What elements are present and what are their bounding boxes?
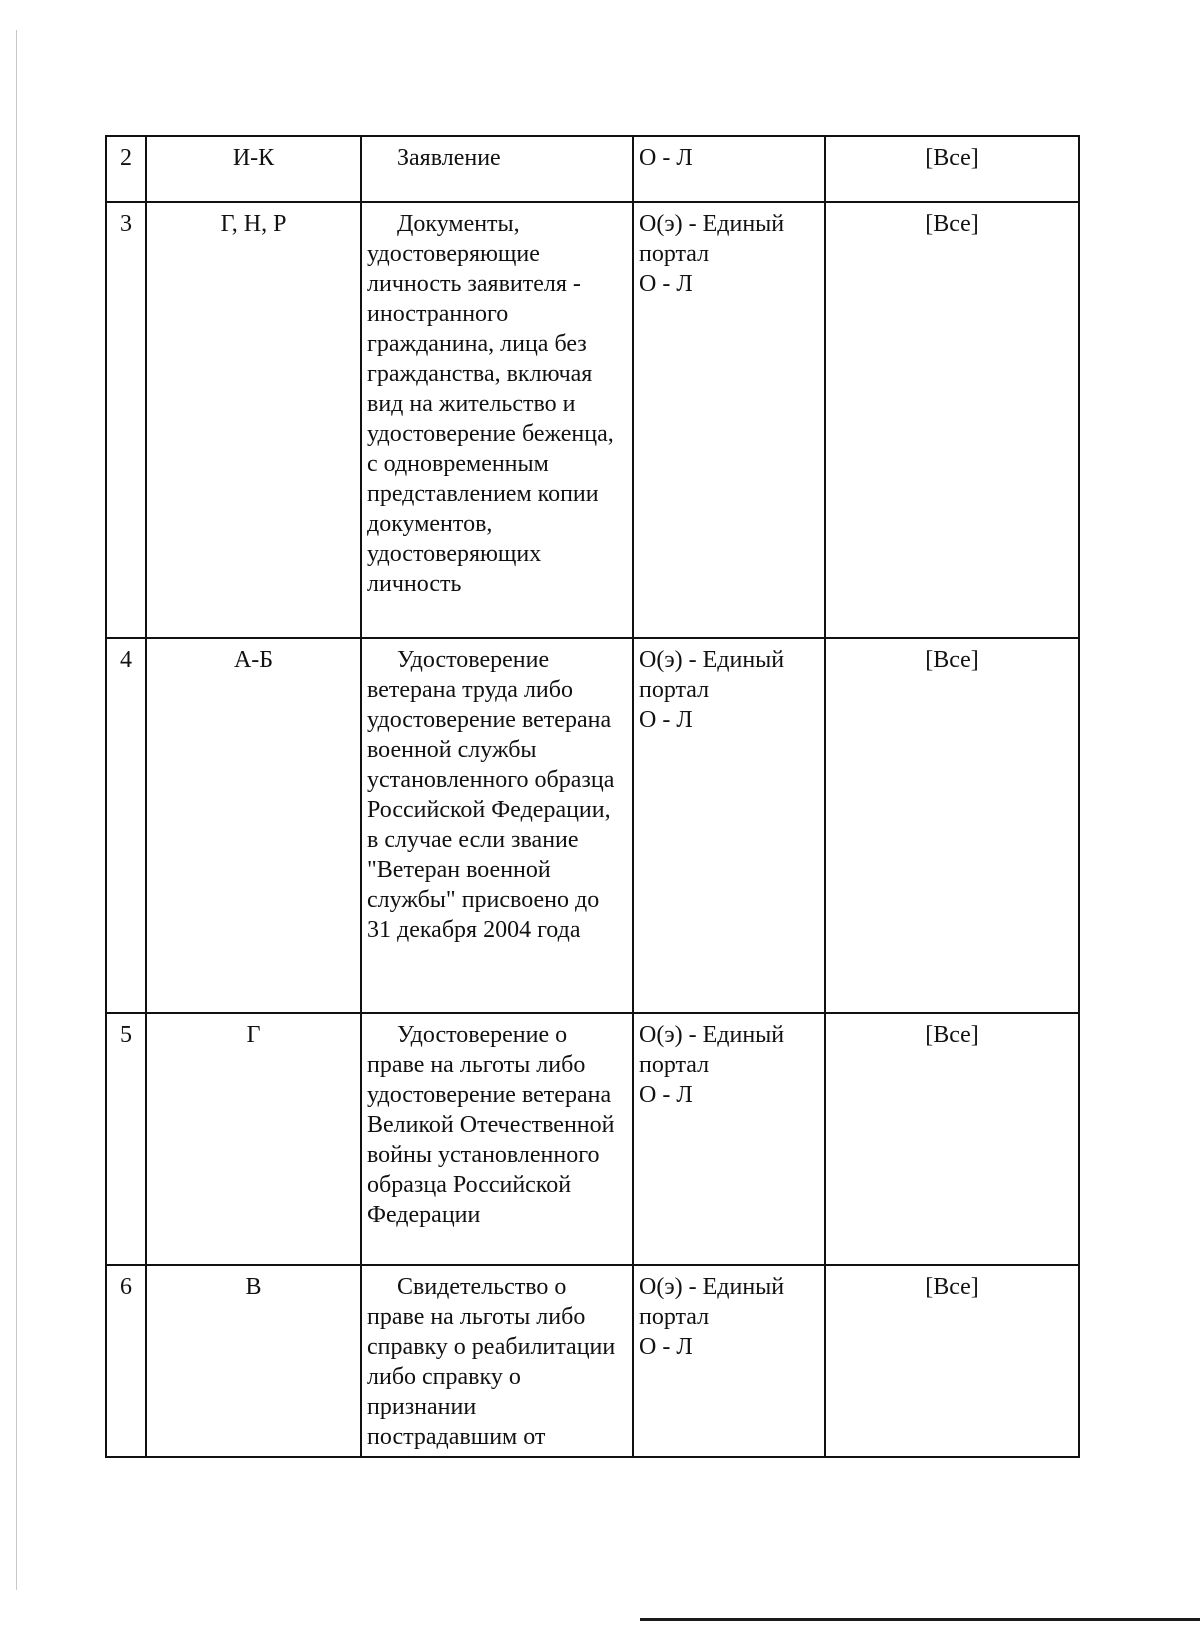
document-cell (361, 136, 633, 202)
document-text: Удостоверение о праве на льготы либо удостоверение ветерана Великой Отечественной войны установленного образца Российской Федерации (367, 1022, 615, 1228)
row-code: Г (146, 1013, 361, 1265)
scan-left-edge (16, 30, 17, 1590)
document-text: Свидетельство о праве на льготы либо справку о реабилитации либо справку о признании пострадавшим от (367, 1274, 616, 1450)
table-row (106, 1013, 1079, 1265)
applicants-cell: [Все] (825, 1013, 1079, 1265)
applicants-cell: [Все] (825, 1265, 1079, 1457)
form-cell (633, 136, 825, 202)
row-code: В (146, 1265, 361, 1457)
table-row (106, 136, 1079, 202)
form-line: О - Л (639, 707, 693, 733)
table-row (106, 1265, 1079, 1457)
row-code: И-К (146, 136, 361, 202)
form-line: О(э) - Единый портал (639, 1274, 785, 1330)
form-line: О(э) - Единый портал (639, 647, 785, 703)
form-line: О - Л (639, 1082, 693, 1108)
form-line: О - Л (639, 145, 693, 171)
row-number: 4 (106, 638, 146, 1013)
table-row (106, 202, 1079, 638)
document-cell (361, 638, 633, 1013)
documents-table (105, 135, 1080, 1458)
row-number: 5 (106, 1013, 146, 1265)
document-text: Документы, удостоверяющие личность заявителя - иностранного гражданина, лица без гражданства, включая вид на жительство и удостоверение беженца, с одновременным представлением копии документов, удостоверяющих личность (367, 211, 614, 597)
scan-bottom-edge (640, 1618, 1200, 1621)
document-cell (361, 1265, 633, 1457)
applicants-cell: [Все] (825, 202, 1079, 638)
form-cell (633, 638, 825, 1013)
row-number: 6 (106, 1265, 146, 1457)
applicants-cell: [Все] (825, 136, 1079, 202)
form-line: О - Л (639, 271, 693, 297)
document-cell (361, 202, 633, 638)
form-cell (633, 202, 825, 638)
document-cell (361, 1013, 633, 1265)
table-row (106, 638, 1079, 1013)
document-text: Удостоверение ветерана труда либо удостоверение ветерана военной службы установленного образца Российской Федерации, в случае если звание "Ветеран военной службы" присвоено до 31 декабря 2004 года (367, 647, 615, 943)
row-number: 2 (106, 136, 146, 202)
row-code: Г, Н, Р (146, 202, 361, 638)
applicants-cell: [Все] (825, 638, 1079, 1013)
form-line: О(э) - Единый портал (639, 211, 785, 267)
form-cell (633, 1013, 825, 1265)
row-code: А-Б (146, 638, 361, 1013)
row-number: 3 (106, 202, 146, 638)
document-text: Заявление (397, 145, 501, 171)
form-line: О - Л (639, 1334, 693, 1360)
form-line: О(э) - Единый портал (639, 1022, 785, 1078)
form-cell (633, 1265, 825, 1457)
